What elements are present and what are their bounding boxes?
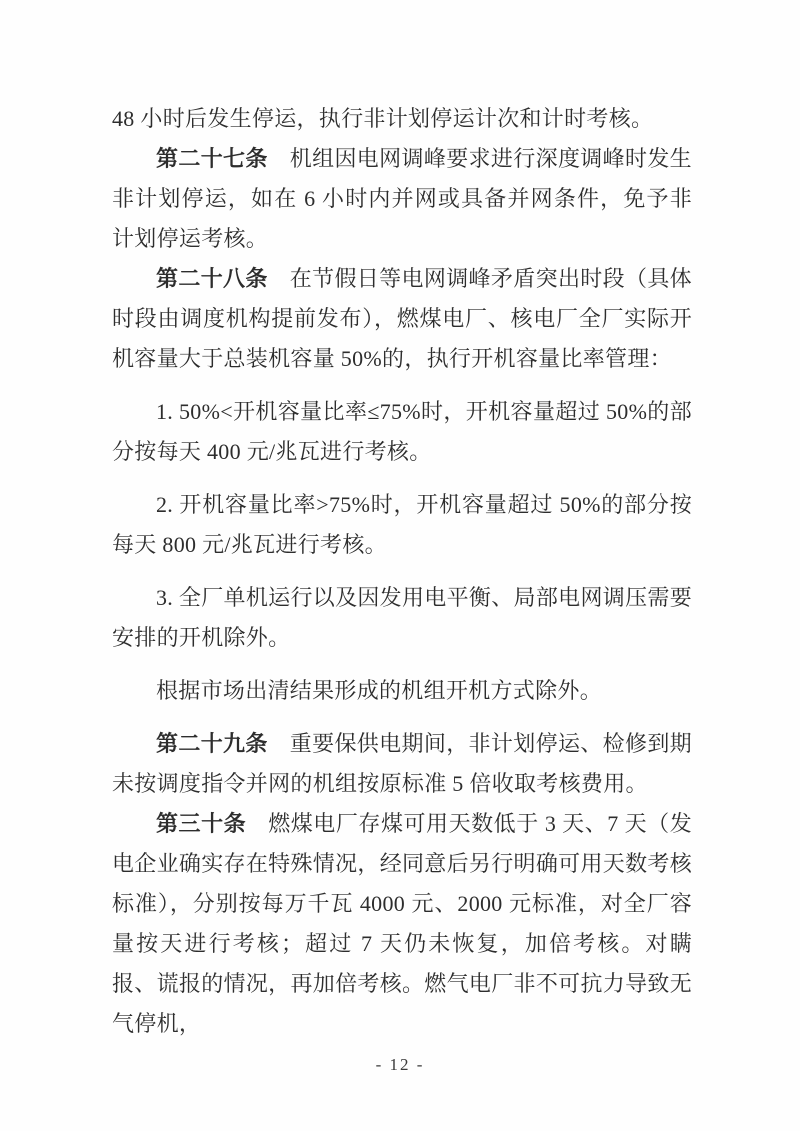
- paragraph-market-exception: 根据市场出清结果形成的机组开机方式除外。: [156, 678, 603, 703]
- article-28-body: 在节假日等电网调峰矛盾突出时段（具体时段由调度机构提前发布），燃煤电厂、核电厂全厂实际开机容量大于总装机容量 50%的，执行开机容量比率管理：: [112, 266, 692, 371]
- paragraph-article-27: [112, 139, 692, 259]
- article-30-heading: 第三十条: [156, 811, 247, 836]
- article-27-body: 机组因电网调峰要求进行深度调峰时发生非计划停运，如在 6 小时内并网或具备并网条件，免予非计划停运考核。: [112, 146, 692, 251]
- paragraph-article-29: [112, 724, 692, 804]
- article-27-heading: 第二十七条: [156, 146, 268, 171]
- paragraph-item-2: 2. 开机容量比率>75%时，开机容量超过 50%的部分按每天 800 元/兆瓦进行考核。: [112, 492, 692, 557]
- article-30-body: 燃煤电厂存煤可用天数低于 3 天、7 天（发电企业确实存在特殊情况，经同意后另行明确可用天数考核标准），分别按每万千瓦 4000 元、2000 元标准，对全厂容量按天进行考核；超过 7 天仍未恢复，加倍考核。对瞒报、谎报的情况，再加倍考核。燃气电厂非不可抗力导致无气停机，: [112, 811, 693, 1036]
- article-29-body: 重要保供电期间，非计划停运、检修到期未按调度指令并网的机组按原标准 5 倍收取考核费用。: [112, 731, 692, 796]
- article-28-heading: 第二十八条: [156, 266, 268, 291]
- paragraph-continuation: 48 小时后发生停运，执行非计划停运计次和计时考核。: [112, 106, 654, 131]
- article-29-heading: 第二十九条: [156, 731, 268, 756]
- page-number: - 12 -: [375, 1055, 425, 1074]
- paragraph-item-3: 3. 全厂单机运行以及因发用电平衡、局部电网调压需要安排的开机除外。: [112, 585, 692, 650]
- paragraph-article-28: [112, 259, 692, 379]
- paragraph-item-1: 1. 50%<开机容量比率≤75%时，开机容量超过 50%的部分按每天 400 元/兆瓦进行考核。: [112, 399, 692, 464]
- document-content: [112, 99, 692, 1044]
- paragraph-article-30: [112, 804, 692, 1044]
